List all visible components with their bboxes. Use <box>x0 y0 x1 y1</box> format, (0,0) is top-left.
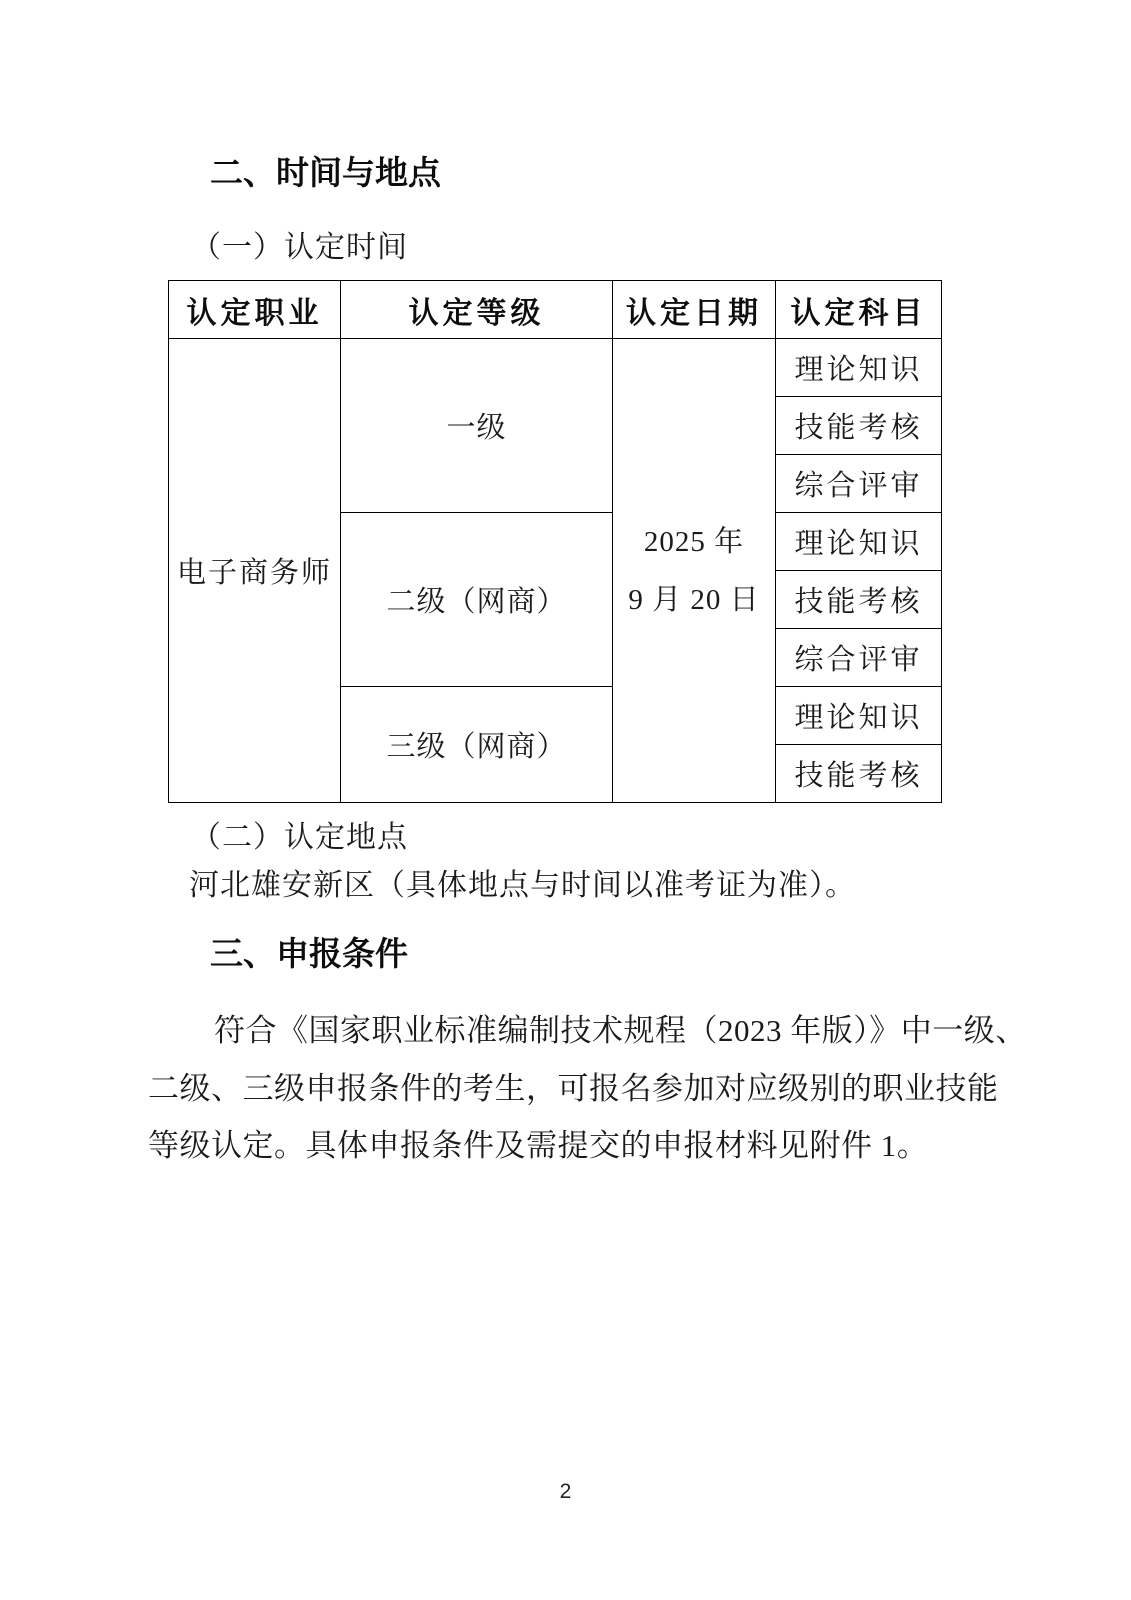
certification-schedule-table <box>168 280 942 803</box>
header-level: 认定等级 <box>341 281 613 339</box>
page-number: 2 <box>559 1480 572 1503</box>
level-1-cell: 一级 <box>341 339 613 513</box>
date-line-1: 2025 年 <box>643 525 745 558</box>
subsection-1-heading: （一）认定时间 <box>191 231 408 264</box>
level-3-cell: 三级（网商） <box>341 687 613 803</box>
header-date: 认定日期 <box>613 281 776 339</box>
header-occupation: 认定职业 <box>169 281 341 339</box>
subject-cell: 技能考核 <box>776 571 942 629</box>
location-text: 河北雄安新区（具体地点与时间以准考证为准）。 <box>189 869 856 902</box>
subject-cell: 技能考核 <box>776 397 942 455</box>
table-header-row <box>169 281 942 339</box>
section-3-heading: 三、申报条件 <box>210 935 408 972</box>
paragraph-line: 符合《国家职业标准编制技术规程（2023 年版）》中一级、 <box>214 1013 1027 1048</box>
level-2-cell: 二级（网商） <box>341 513 613 687</box>
date-cell <box>613 339 776 803</box>
paragraph-line: 等级认定。具体申报条件及需提交的申报材料见附件 1。 <box>148 1128 929 1163</box>
table-row <box>169 339 942 397</box>
date-line-2: 9 月 20 日 <box>628 583 760 616</box>
subject-cell: 理论知识 <box>776 339 942 397</box>
paragraph-line: 二级、三级申报条件的考生，可报名参加对应级别的职业技能 <box>148 1070 999 1106</box>
application-conditions-paragraph <box>148 1002 1027 1175</box>
subject-cell: 综合评审 <box>776 629 942 687</box>
occupation-cell: 电子商务师 <box>169 339 341 803</box>
subject-cell: 理论知识 <box>776 687 942 745</box>
section-2-heading: 二、时间与地点 <box>210 154 441 191</box>
subject-cell: 综合评审 <box>776 455 942 513</box>
header-subject: 认定科目 <box>776 281 942 339</box>
subject-cell: 技能考核 <box>776 745 942 803</box>
subject-cell: 理论知识 <box>776 513 942 571</box>
subsection-2-heading: （二）认定地点 <box>191 821 408 854</box>
